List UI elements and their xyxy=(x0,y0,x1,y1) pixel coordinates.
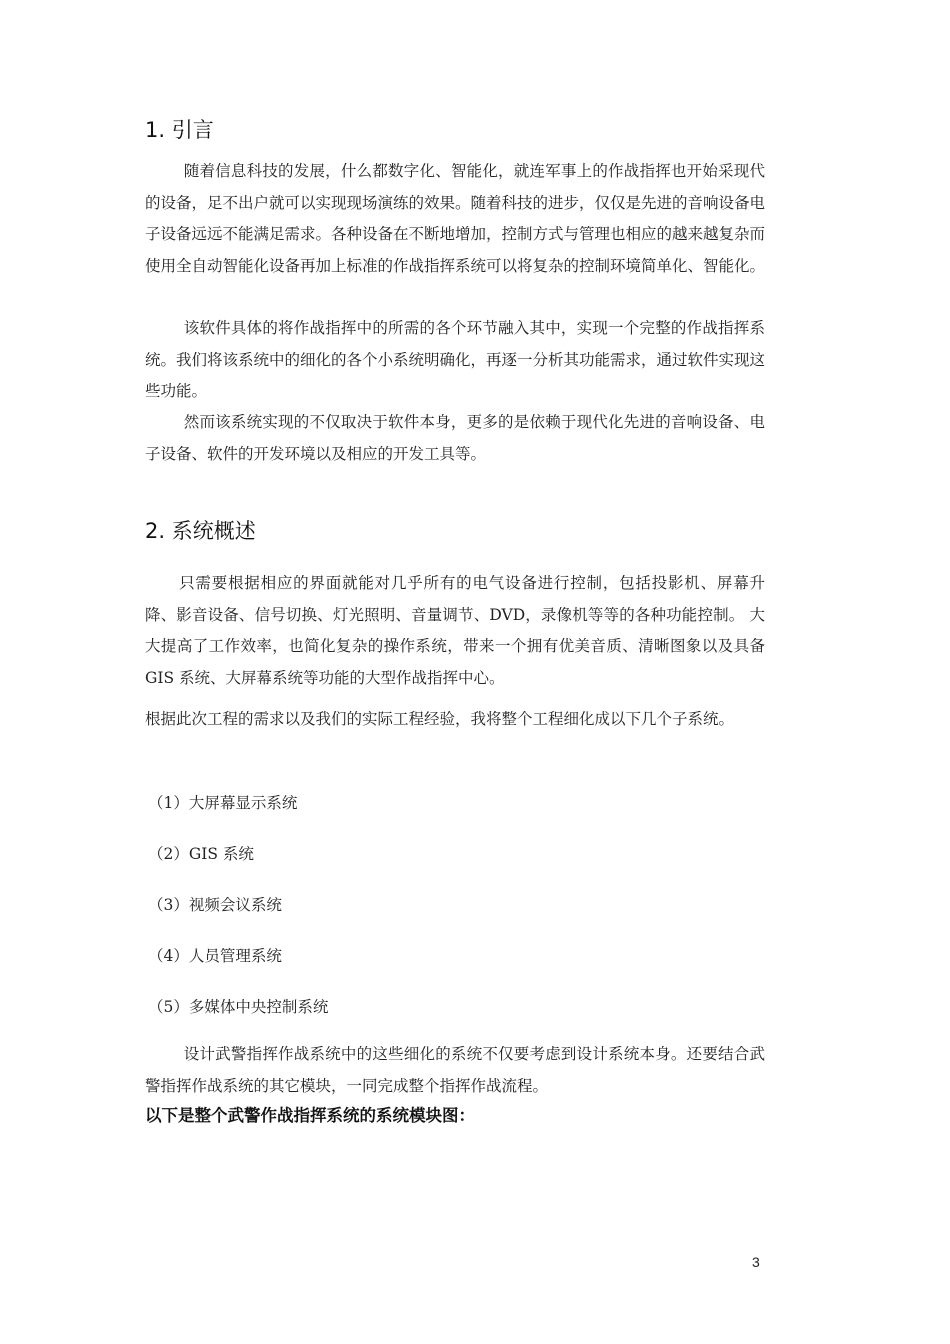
section-2-closing-paragraph: 设计武警指挥作战系统中的这些细化的系统不仅要考虑到设计系统本身。还要结合武警指挥作战系统的其它模块，一同完成整个指挥作战流程。 xyxy=(145,1045,765,1095)
section-2-intro-paragraph: 只需要根据相应的界面就能对几乎所有的电气设备进行控制，包括投影机、屏幕升降、影音设备、信号切换、灯光照明、音量调节、DVD，录像机等等的各种功能控制。 大大提高了工作效率，也简化复杂的操作系统，带来一个拥有优美音质、清晰图象以及具备 GIS 系统、大屏幕系统等功能的大型作战指挥中心。 xyxy=(145,574,765,687)
subsystem-list-item: （1）大屏幕显示系统 xyxy=(148,794,298,812)
diagram-caption: 以下是整个武警作战指挥系统的系统模块图： xyxy=(145,1106,475,1125)
subsystem-list-item: （2）GIS 系统 xyxy=(148,845,254,863)
subsystem-list-item: （3）视频会议系统 xyxy=(148,896,282,914)
subsystem-list-item: （5）多媒体中央控制系统 xyxy=(148,998,329,1016)
section-2-lead-paragraph: 根据此次工程的需求以及我们的实际工程经验，我将整个工程细化成以下几个子系统。 xyxy=(145,710,735,728)
section-1-heading: 1. 引言 xyxy=(145,118,214,142)
section-1-paragraph-2: 该软件具体的将作战指挥中的所需的各个环节融入其中，实现一个完整的作战指挥系统。我们将该系统中的细化的各个小系统明确化，再逐一分析其功能需求，通过软件实现这些功能。 xyxy=(145,319,766,401)
section-1-paragraph-3: 然而该系统实现的不仅取决于软件本身，更多的是依赖于现代化先进的音响设备、电子设备、软件的开发环境以及相应的开发工具等。 xyxy=(145,413,765,463)
subsystem-list-item: （4）人员管理系统 xyxy=(148,947,282,965)
page-number: 3 xyxy=(752,1254,760,1270)
section-2-heading: 2. 系统概述 xyxy=(145,519,256,543)
section-1-paragraph-1: 随着信息科技的发展，什么都数字化、智能化，就连军事上的作战指挥也开始采现代的设备，足不出户就可以实现现场演练的效果。随着科技的进步，仅仅是先进的音响设备电子设备远远不能满足需求。各种设备在不断地增加，控制方式与管理也相应的越来越复杂而使用全自动智能化设备再加上标准的作战指挥系统可以将复杂的控制环境简单化、智能化。 xyxy=(145,162,766,275)
